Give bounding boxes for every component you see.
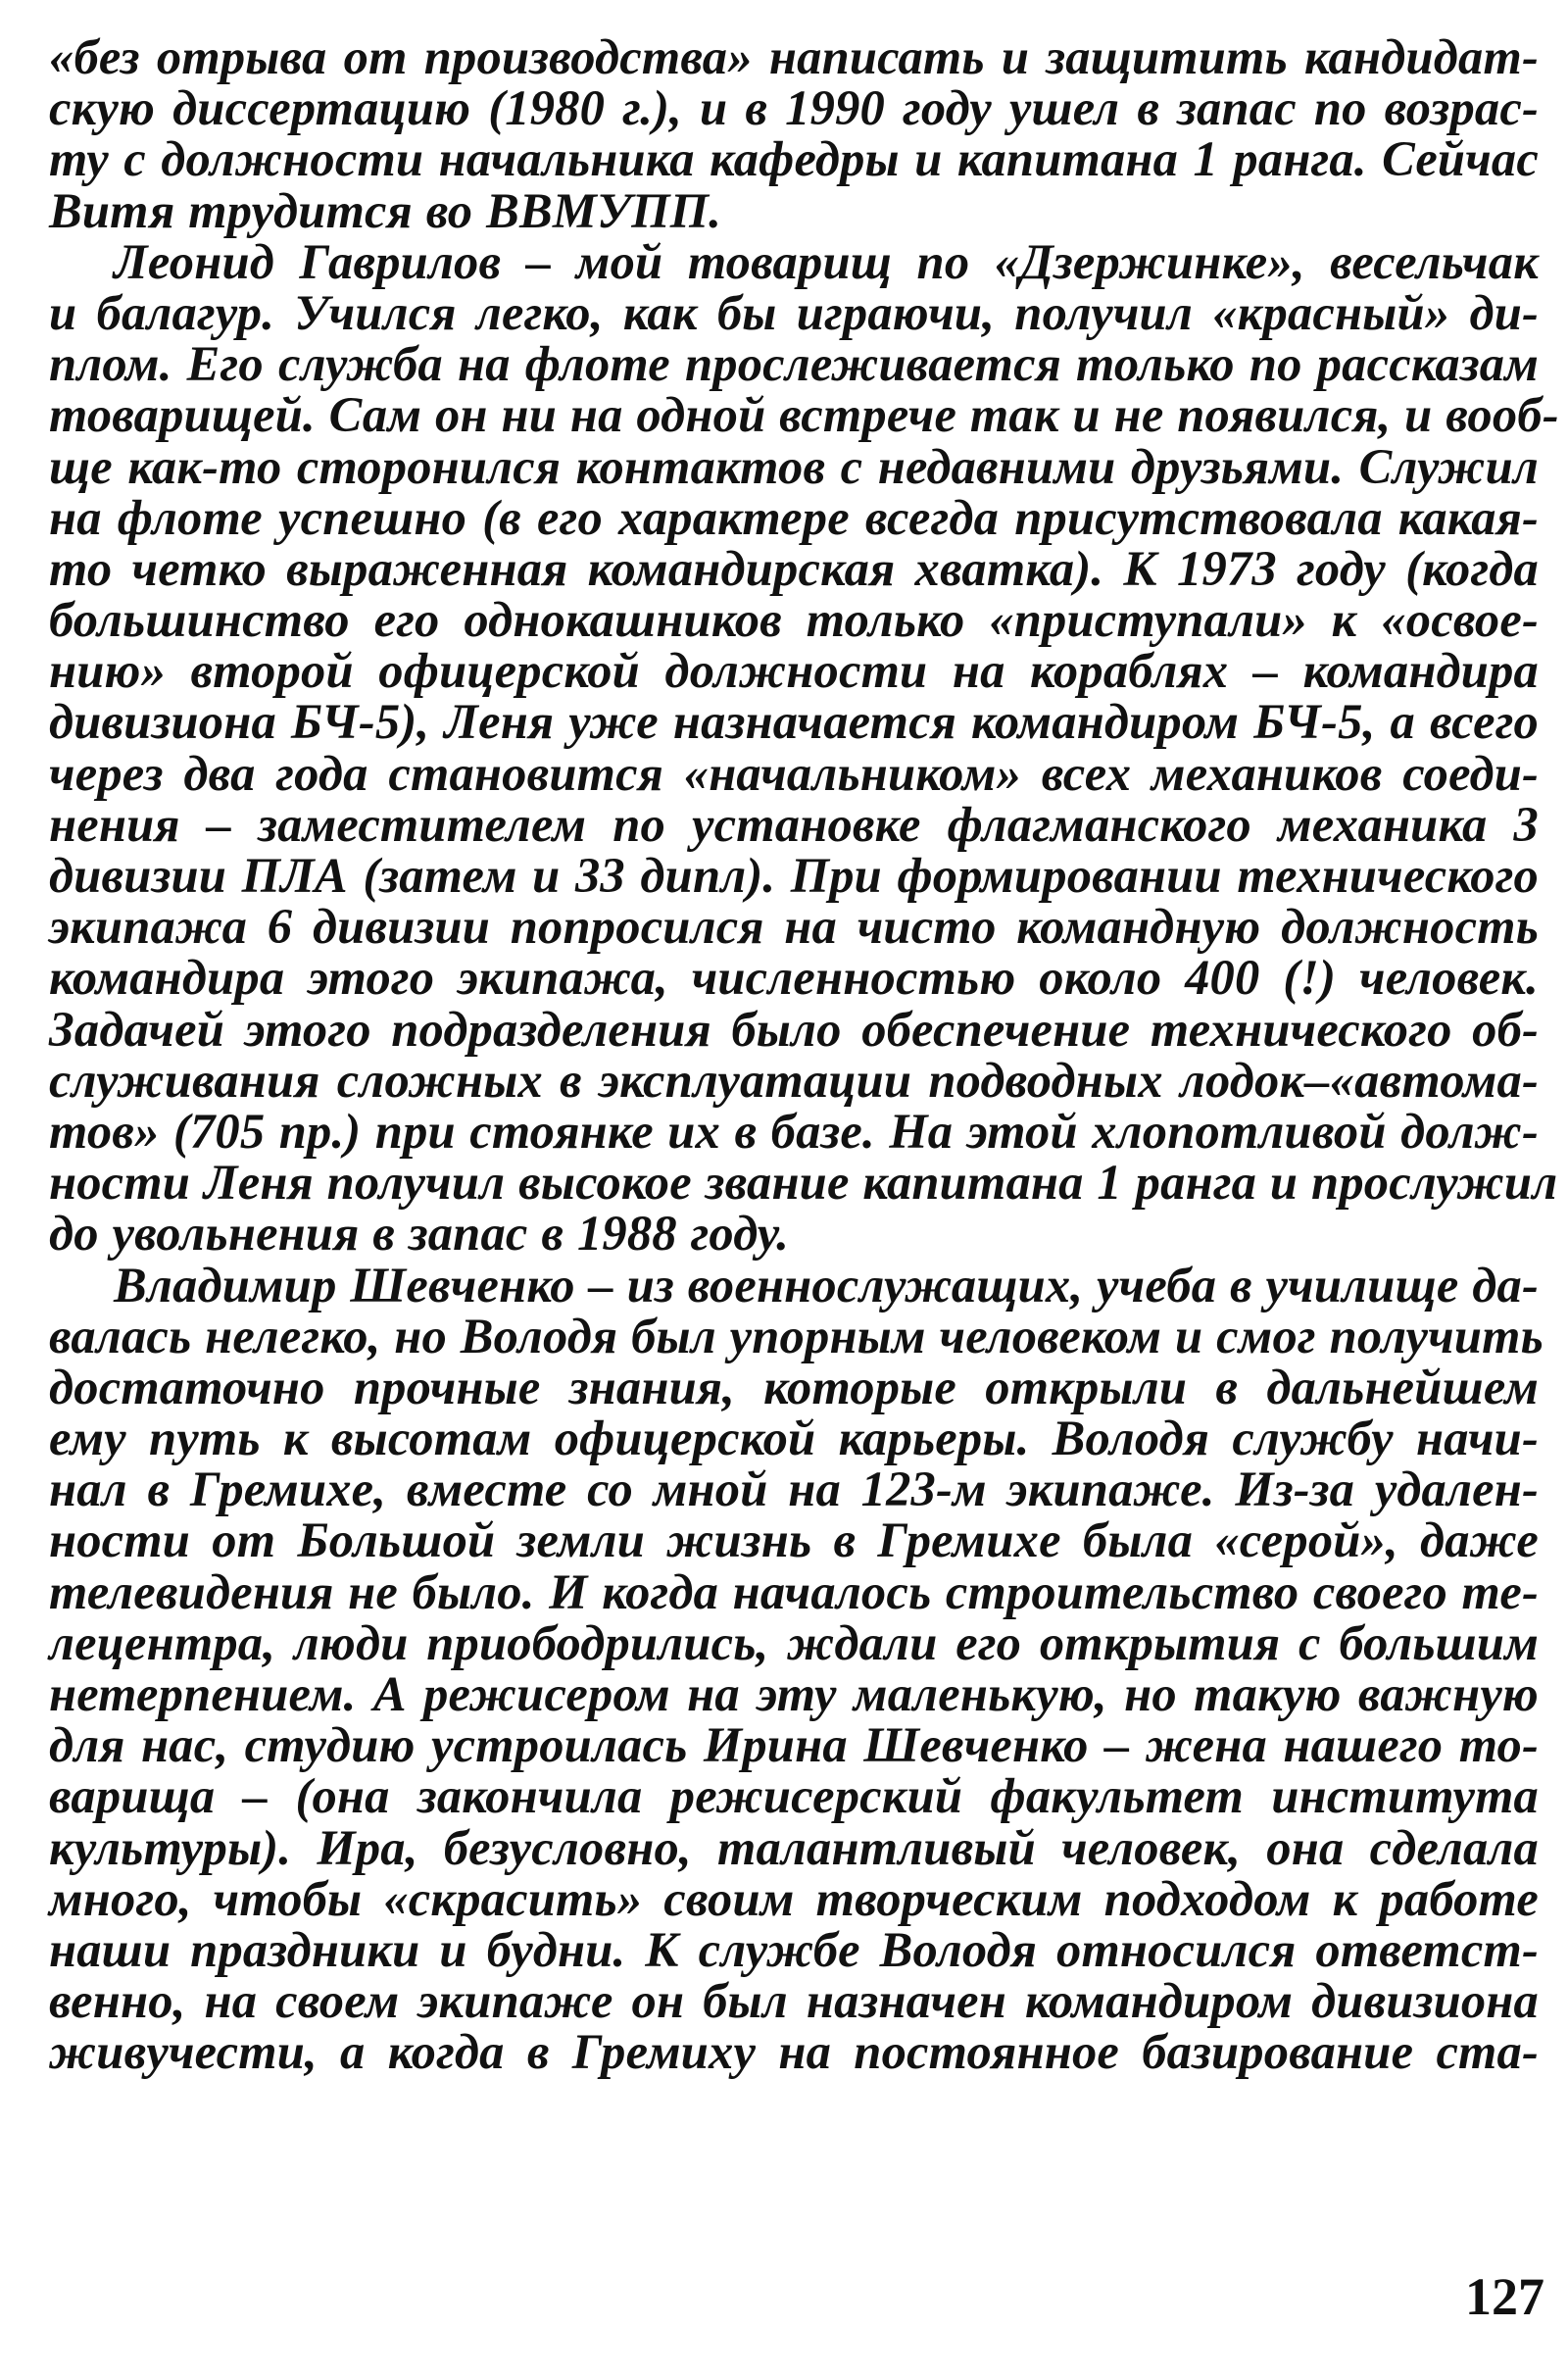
text-line: то четко выраженная командирская хватка). К 1973 году (когда: [49, 540, 1539, 596]
text-line: лецентра, люди приободрились, ждали его открытия с большим: [49, 1614, 1539, 1670]
text-line: валась нелегко, но Володя был упорным человеком и смог получить: [49, 1308, 1544, 1363]
text-line: дивизиона БЧ-5), Леня уже назначается командиром БЧ-5, а всего: [49, 694, 1539, 750]
text-line: для нас, студию устроилась Ирина Шевченко – жена нашего то-: [49, 1717, 1539, 1773]
text-line: достаточно прочные знания, которые открыли в дальнейшем: [49, 1359, 1539, 1414]
text-line: дивизии ПЛА (затем и 33 дипл). При формировании технического: [49, 848, 1539, 903]
text-line: Леонид Гаврилов – мой товарищ по «Дзержинке», весельчак: [114, 233, 1539, 289]
text-line: нения – заместителем по установке флагманского механика 3: [49, 796, 1539, 852]
text-line: варища – (она закончила режисерский факультет института: [49, 1768, 1539, 1824]
text-line: нетерпением. А режисером на эту маленькую, но такую важную: [49, 1666, 1539, 1721]
text-line: живучести, а когда в Гремиху на постоянное базирование ста-: [49, 2024, 1539, 2080]
text-line: и балагур. Учился легко, как бы играючи, получил «красный» ди-: [49, 284, 1539, 340]
page-text-body: [49, 29, 1559, 2080]
text-line: большинство его однокашников только «приступали» к «освое-: [49, 592, 1539, 648]
text-line: венно, на своем экипаже он был назначен командиром дивизиона: [49, 1973, 1539, 2029]
text-line: наши праздники и будни. К службе Володя относился ответст-: [49, 1921, 1539, 1977]
text-line: культуры). Ира, безусловно, талантливый человек, она сделала: [49, 1819, 1539, 1875]
text-line: до увольнения в запас в 1988 году.: [49, 1206, 790, 1262]
text-line: Витя трудится во ВВМУПП.: [49, 182, 722, 238]
text-line: нал в Гремихе, вместе со мной на 123-м экипаже. Из-за удален-: [49, 1461, 1539, 1517]
text-line: ности от Большой земли жизнь в Гремихе была «серой», даже: [49, 1512, 1539, 1568]
text-line: на флоте успешно (в его характере всегда присутствовала какая-: [49, 489, 1539, 545]
page-number: 127: [1465, 2267, 1544, 2326]
text-line: служивания сложных в эксплуатации подводных лодок–«автома-: [49, 1052, 1539, 1108]
text-line: много, чтобы «скрасить» своим творческим подходом к работе: [49, 1870, 1539, 1926]
text-line: ще как-то сторонился контактов с недавними друзьями. Служил: [49, 438, 1539, 494]
text-line: скую диссертацию (1980 г.), и в 1990 году ушел в запас по возрас-: [49, 80, 1539, 136]
text-line: командира этого экипажа, численностью около 400 (!) человек.: [49, 950, 1539, 1006]
text-line: ту с должности начальника кафедры и капитана 1 ранга. Сейчас: [49, 131, 1539, 187]
text-line: «без отрыва от производства» написать и защитить кандидат-: [49, 29, 1539, 84]
text-line: телевидения не было. И когда началось строительство своего те-: [49, 1563, 1539, 1619]
text-line: Задачей этого подразделения было обеспечение технического об-: [49, 1001, 1539, 1057]
text-line: Владимир Шевченко – из военнослужащих, учеба в училище да-: [114, 1257, 1539, 1312]
text-line: плом. Его служба на флоте прослеживается только по рассказам: [49, 336, 1539, 392]
text-line: нию» второй офицерской должности на кораблях – командира: [49, 643, 1539, 699]
text-line: ему путь к высотам офицерской карьеры. Володя службу начи-: [49, 1411, 1539, 1466]
text-line: товарищей. Сам он ни на одной встрече так и не появился, и вооб-: [49, 387, 1559, 443]
text-line: тов» (705 пр.) при стоянке их в базе. На этой хлопотливой долж-: [49, 1103, 1539, 1159]
text-line: экипажа 6 дивизии попросился на чисто командную должность: [49, 899, 1539, 955]
text-line: ности Леня получил высокое звание капитана 1 ранга и прослужил: [49, 1155, 1558, 1211]
text-line: через два года становится «начальником» всех механиков соеди-: [49, 745, 1539, 801]
